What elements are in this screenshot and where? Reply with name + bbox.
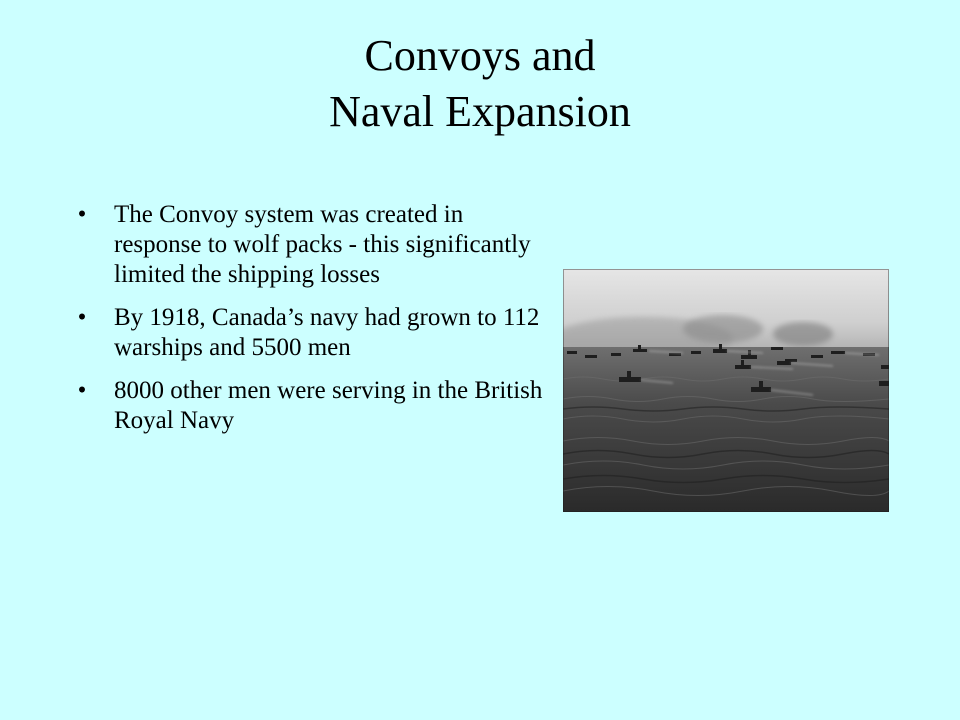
bullet-item-canada-navy bbox=[72, 303, 547, 363]
convoy-photo bbox=[563, 269, 889, 512]
bullet-item-royal-navy bbox=[72, 376, 547, 436]
title-line-2: Naval Expansion bbox=[329, 87, 631, 136]
slide-title bbox=[0, 28, 960, 140]
bullet-text: The Convoy system was created in response to wolf packs - this significantly limited the shipping losses bbox=[114, 201, 531, 288]
bullet-dot: • bbox=[77, 304, 87, 331]
bullet-text: By 1918, Canada’s navy had grown to 112 warships and 5500 men bbox=[114, 304, 540, 361]
bullet-list bbox=[72, 200, 547, 449]
bullet-dot: • bbox=[77, 377, 87, 404]
convoy-photo-image bbox=[563, 269, 889, 512]
bullet-text: 8000 other men were serving in the British Royal Navy bbox=[114, 377, 543, 434]
bullet-item-convoy-system bbox=[72, 200, 547, 290]
title-line-1: Convoys and bbox=[364, 31, 596, 80]
bullet-dot: • bbox=[77, 201, 87, 228]
